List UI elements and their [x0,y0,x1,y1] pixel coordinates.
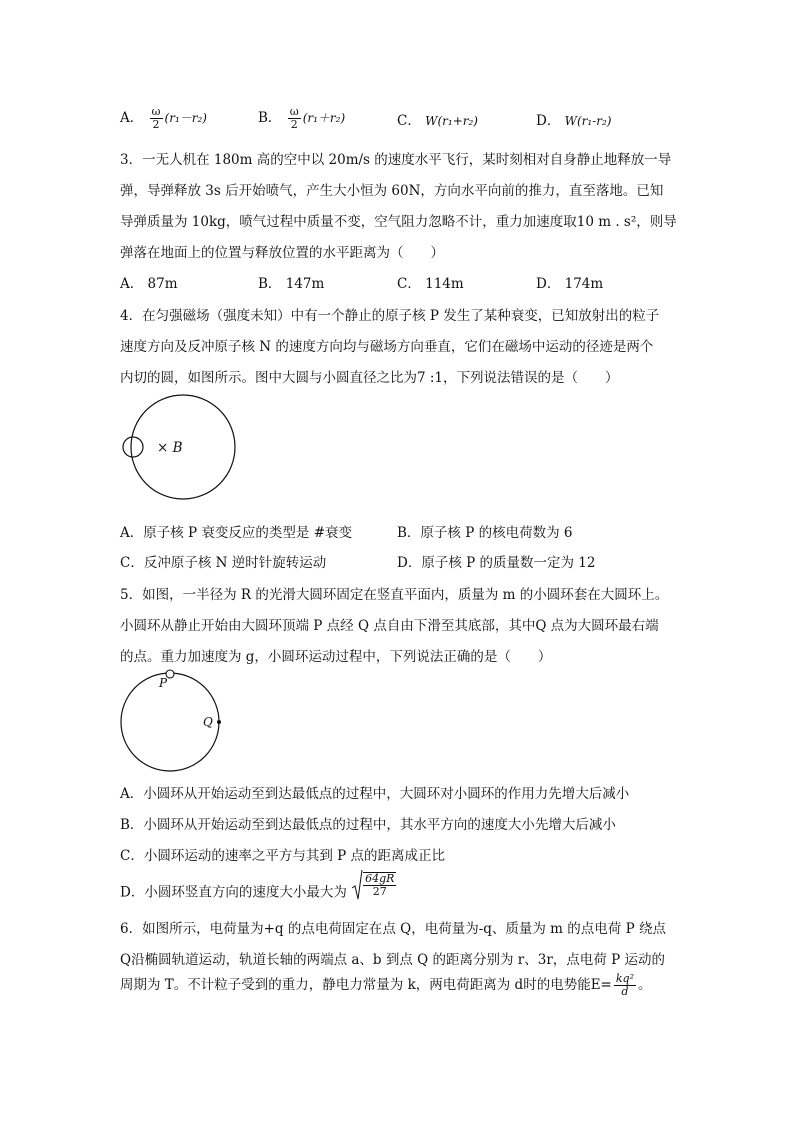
q5-option-a: A．小圆环从开始运动至到达最低点的过程中，大圆环对小圆环的作用力先增大后减小 [120,786,630,802]
q2-option-b-numerator: ω [289,105,299,118]
q2-option-a-label: A． [120,110,144,126]
q2-option-a-expr: (r₁－r₂) [164,111,207,125]
q6-stem-line-3 [120,973,652,998]
q2-option-d-label: D． [536,113,561,129]
q5-option-d-denominator: 27 [372,885,387,898]
q6-stem-line-2: Q沿椭圆轨道运动，轨道长轴的两端点 a、b 到点 Q 的距离分别为 r、3r，点电荷 P 运动的 [120,952,665,968]
q2-option-b-fraction [288,106,301,131]
q5-option-d [120,872,398,910]
q2-option-b-expr: (r₁＋r₂) [302,111,346,125]
q2-option-b-label: B． [258,110,282,126]
q4-stem-line-1: 4．在匀强磁场（强度未知）中有一个静止的原子核 P 发生了某种衰变，已知放射出的粒子 [120,308,660,324]
q6-energy-fraction [614,973,636,998]
q3-option-c: C． 114m [397,276,464,292]
q2-option-d-expr: W(r₁-r₂) [564,114,612,128]
q2-option-a-numerator: ω [151,105,161,118]
q5-point-q [217,720,221,724]
q2-option-c [397,109,478,129]
q4-stem-line-3: 内切的圆，如图所示。图中大圆与小圆直径之比为7 :1，下列说法错误的是（ ） [120,370,619,386]
q5-option-d-fraction [363,872,396,898]
q5-figure-label-q: Q [203,715,213,729]
q3-option-b: B． 147m [258,276,325,292]
q5-option-d-numerator: 64gR [365,872,395,885]
q5-figure-label-p: P [159,676,168,690]
q3-stem-line-3: 导弹质量为 10kg，喷气过程中质量不变，空气阻力忽略不计，重力加速度取10 m . s²，则导 [120,214,677,230]
q3-stem-line-4: 弹落在地面上的位置与释放位置的水平距离为（ ） [120,245,444,261]
q5-small-ring [166,670,174,678]
q5-stem-line-2: 小圆环从静止开始由大圆环顶端 P 点经 Q 点自由下滑至其底部，其中Q 点为大圆环最右端 [120,618,659,634]
q5-option-d-text: D．小圆环竖直方向的速度大小最大为 [120,884,347,901]
q3-stem-line-2: 弹，导弹释放 3s 后开始喷气，产生大小恒为 60N，方向水平向前的推力，直至落地。已知 [120,183,664,199]
q2-option-c-label: C． [397,113,421,129]
q5-stem-line-3: 的点。重力加速度为 g，小圆环运动过程中，下列说法正确的是（ ） [120,649,552,665]
q4-large-circle [131,395,235,499]
q5-stem-line-1: 5．如图，一半径为 R 的光滑大圆环固定在竖直平面内，质量为 m 的小圆环套在大圆环上。 [120,587,669,603]
q4-option-a: A．原子核 P 衰变反应的类型是 #衰变 [120,525,353,541]
q6-energy-numerator: kq² [615,972,634,985]
q5-option-d-sqrt [351,868,398,902]
q4-figure-field-label: × B [157,440,183,456]
radical-sign-icon [351,868,363,902]
q5-option-b: B．小圆环从开始运动至到达最低点的过程中，其水平方向的速度大小先增大后减小 [120,817,616,833]
q6-stem-line-1: 6．如图所示，电荷量为+q 的点电荷固定在点 Q，电荷量为-q、质量为 m 的点电荷 P 绕点 [120,921,666,937]
q2-option-c-expr: W(r₁+r₂) [425,114,478,128]
q2-option-b-denominator: 2 [290,118,298,131]
q3-option-d: D． 174m [536,276,604,292]
q2-option-a-denominator: 2 [152,118,160,131]
q6-energy-denominator: d [621,985,629,998]
q4-small-circle [123,437,143,457]
q4-stem-line-2: 速度方向及反冲原子核 N 的速度方向均与磁场方向垂直，它们在磁场中运动的径迹是两个 [120,339,654,355]
q4-figure-circles [115,392,255,502]
q2-option-a-fraction [150,106,163,131]
q3-stem-line-1: 3．一无人机在 180m 高的空中以 20m/s 的速度水平飞行，某时刻相对自身静止地释放一导 [120,152,672,168]
q2-option-b [258,106,345,131]
q2-option-a [120,106,207,131]
q4-option-d: D．原子核 P 的质量数一定为 12 [397,555,596,571]
q4-option-b: B．原子核 P 的核电荷数为 6 [397,525,573,541]
q6-stem-line-3-text: 周期为 T。不计粒子受到的重力，静电力常量为 k，两电荷距离为 d时的电势能E= [120,977,612,993]
q3-option-a: A． 87m [120,276,178,292]
q2-option-d [536,109,611,129]
q5-option-c: C．小圆环运动的速率之平方与其到 P 点的距离成正比 [120,848,445,864]
q4-option-c: C．反冲原子核 N 逆时针旋转运动 [120,555,327,571]
q6-stem-line-3-end: 。 [638,977,652,993]
